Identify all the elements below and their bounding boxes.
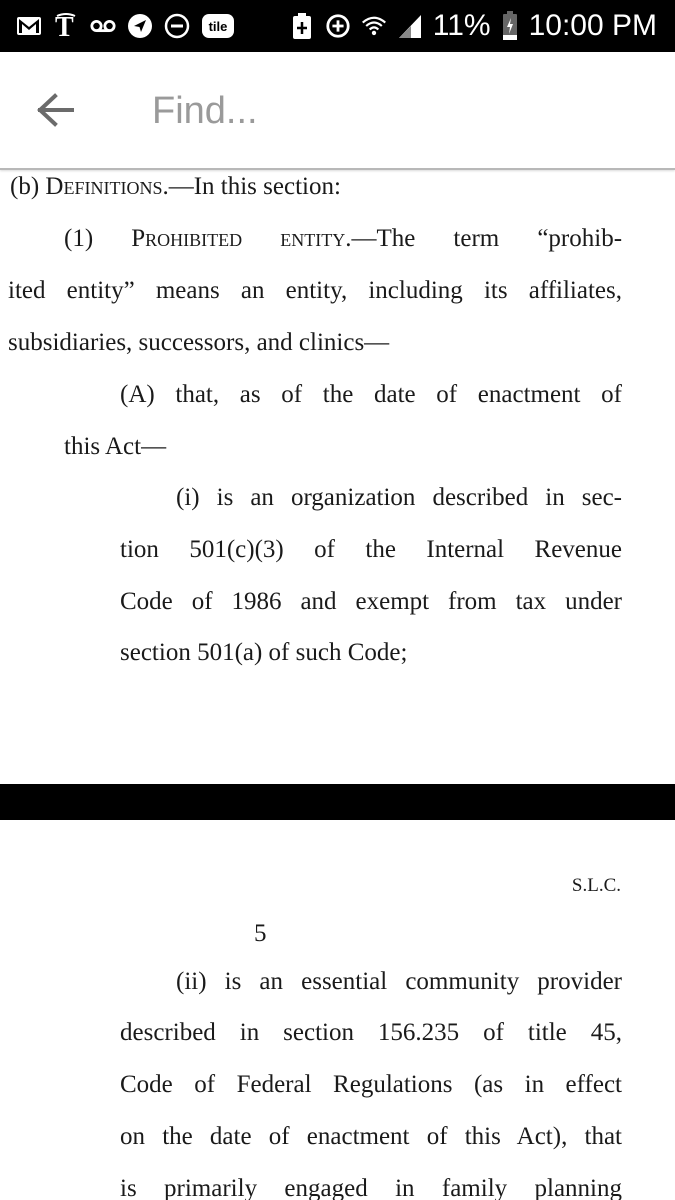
battery-percent: 11% xyxy=(432,9,491,42)
battery-icon xyxy=(501,13,519,39)
doc-line: described in section 156.235 of title 45, xyxy=(120,1019,622,1046)
section-heading: Definitions xyxy=(45,173,163,200)
doc-line: Code of Federal Regulations (as in effect xyxy=(120,1071,622,1098)
find-bar xyxy=(0,52,675,170)
back-arrow-icon xyxy=(35,93,75,127)
clock: 10:00 PM xyxy=(528,9,657,42)
doc-line: tion 501(c)(3) of the Internal Revenue xyxy=(120,536,622,563)
find-input[interactable] xyxy=(150,82,634,140)
text-run: .—The term “prohib- xyxy=(345,225,623,252)
doc-line: section 501(a) of such Code; xyxy=(120,639,408,666)
page-number: 5 xyxy=(254,920,267,947)
nyt-icon xyxy=(53,13,79,39)
page-separator xyxy=(0,784,675,820)
doc-line: (i) is an organization described in sec- xyxy=(176,484,622,511)
do-not-disturb-icon xyxy=(164,13,190,39)
doc-line xyxy=(10,172,341,202)
battery-saver-icon xyxy=(289,13,315,39)
doc-line xyxy=(64,224,622,254)
tile-label: tile xyxy=(208,19,228,34)
doc-line: subsidiaries, successors, and clinics— xyxy=(8,329,390,356)
text-run: .—In this section: xyxy=(162,173,341,200)
doc-line: (ii) is an essential community provider xyxy=(176,968,622,995)
svg-text:T: T xyxy=(55,12,74,40)
doc-line: Code of 1986 and exempt from tax under xyxy=(120,588,622,615)
navigation-icon xyxy=(127,13,153,39)
page-header-slc: S.L.C. xyxy=(571,875,621,896)
doc-line: this Act— xyxy=(64,433,167,460)
wifi-icon xyxy=(361,13,387,39)
gmail-icon xyxy=(16,13,42,39)
doc-line: on the date of enactment of this Act), that xyxy=(120,1123,622,1150)
term-heading: Prohibited entity xyxy=(131,225,346,252)
voicemail-icon xyxy=(90,13,116,39)
document-viewer[interactable] xyxy=(0,170,675,1200)
data-saver-icon xyxy=(325,13,351,39)
text-run: (1) xyxy=(64,225,132,252)
doc-line: (A) that, as of the date of enactment of xyxy=(120,381,622,408)
text-run: (b) xyxy=(10,173,46,200)
system-indicators xyxy=(289,8,657,44)
tile-icon xyxy=(201,13,235,39)
signal-icon xyxy=(397,13,423,39)
doc-line: ited entity” means an entity, including its affiliates, xyxy=(8,277,622,304)
status-bar xyxy=(0,0,675,52)
notification-icons xyxy=(16,10,235,42)
back-button[interactable] xyxy=(30,88,80,132)
doc-line: is primarily engaged in family planning xyxy=(120,1175,622,1200)
